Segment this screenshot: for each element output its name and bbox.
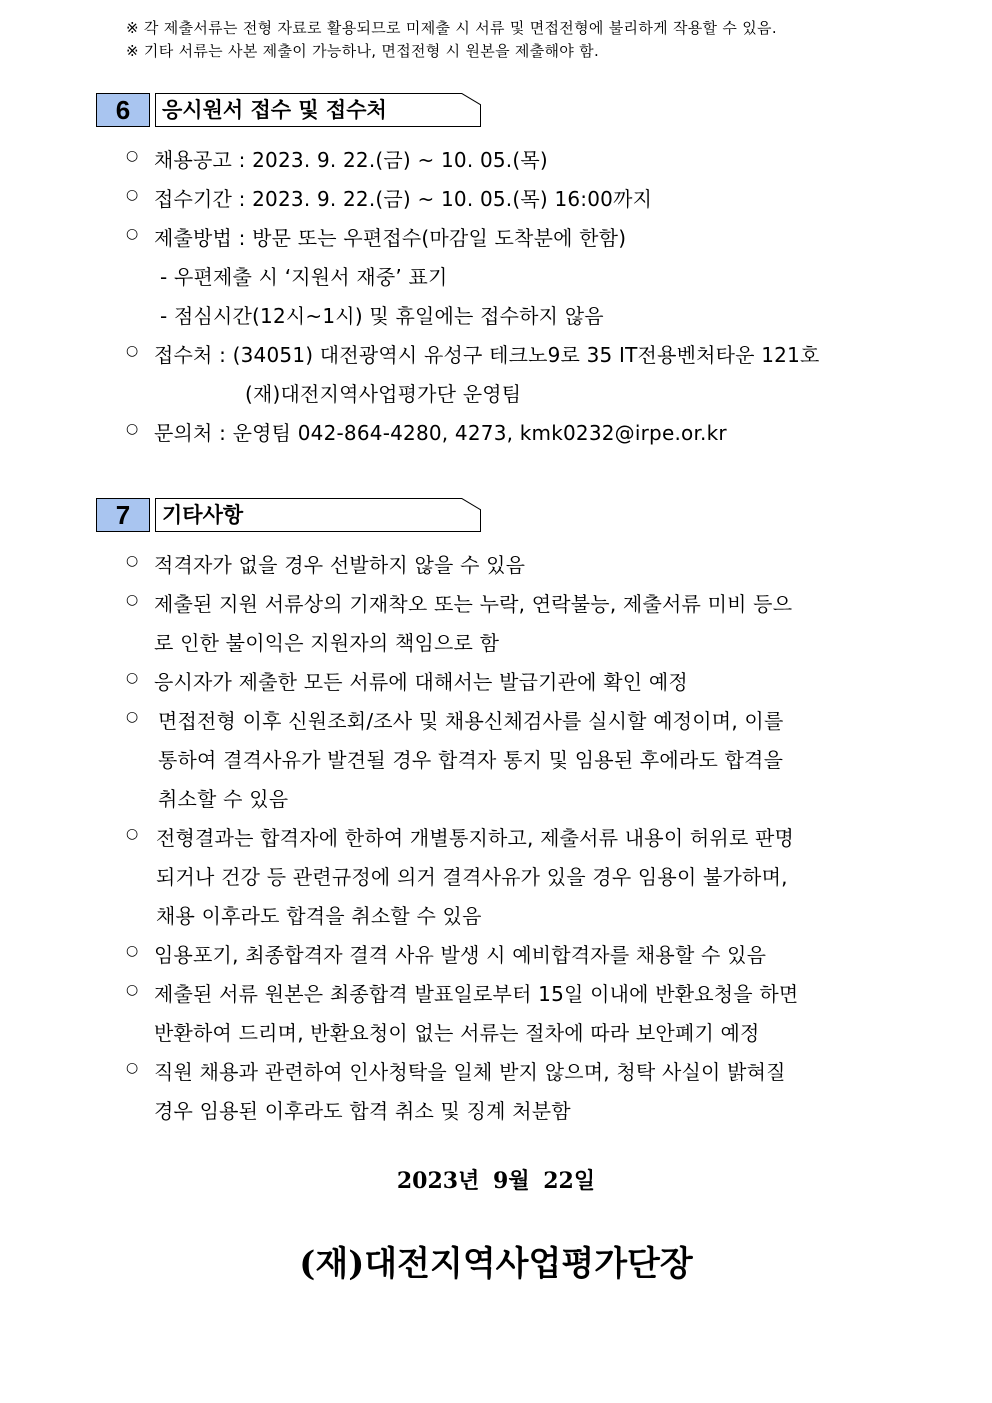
list-item: 면접전형 이후 신원조회/조사 및 채용신체검사를 실시할 예정이며, 이를: [158, 709, 784, 733]
note-line-2: ※ 기타 서류는 사본 제출이 가능하나, 면접전형 시 원본을 제출해야 함.: [126, 42, 600, 60]
bullet: ○: [126, 982, 139, 998]
bullet: ○: [126, 1060, 139, 1076]
bullet: ○: [126, 592, 139, 608]
list-item-continuation: 로 인한 불이익은 지원자의 책임으로 함: [154, 631, 500, 655]
list-item: 적격자가 없을 경우 선발하지 않을 수 있음: [154, 553, 526, 577]
bullet: ○: [126, 226, 139, 242]
list-item: 임용포기, 최종합격자 결격 사유 발생 시 예비합격자를 채용할 수 있음: [154, 943, 767, 967]
list-item: 접수처 : (34051) 대전광역시 유성구 테크노9로 35 IT전용벤처타운 121호: [154, 343, 820, 367]
folded-corner-icon: [461, 498, 481, 510]
list-item: 제출된 서류 원본은 최종합격 발표일로부터 15일 이내에 반환요청을 하면: [154, 982, 799, 1006]
list-item: 접수기간 : 2023. 9. 22.(금) ~ 10. 05.(목) 16:00까지: [154, 187, 653, 211]
note-line-1: ※ 각 제출서류는 전형 자료로 활용되므로 미제출 시 서류 및 면접전형에 불리하게 작용할 수 있음.: [126, 19, 777, 37]
list-item-continuation: 취소할 수 있음: [158, 787, 289, 811]
bullet: ○: [126, 826, 139, 842]
document-date: 2023년 9월 22일: [396, 1168, 596, 1194]
list-item-continuation: 채용 이후라도 합격을 취소할 수 있음: [156, 904, 482, 928]
list-item: 제출방법 : 방문 또는 우편접수(마감일 도착분에 한함): [154, 226, 627, 250]
bullet: ○: [126, 709, 139, 725]
section-title: [155, 498, 481, 532]
list-item: 직원 채용과 관련하여 인사청탁을 일체 받지 않으며, 청탁 사실이 밝혀질: [154, 1060, 786, 1084]
list-item-continuation: 반환하여 드리며, 반환요청이 없는 서류는 절차에 따라 보안폐기 예정: [154, 1021, 760, 1045]
list-item-continuation: 경우 임용된 이후라도 합격 취소 및 징계 처분함: [154, 1099, 571, 1123]
bullet: ○: [126, 421, 139, 437]
bullet: ○: [126, 553, 139, 569]
bullet: ○: [126, 670, 139, 686]
list-item: 채용공고 : 2023. 9. 22.(금) ~ 10. 05.(목): [154, 148, 548, 172]
signer-name: (재)대전지역사업평가단장: [299, 1244, 693, 1284]
bullet: ○: [126, 343, 139, 359]
section-title: [155, 93, 481, 127]
list-item: 제출된 지원 서류상의 기재착오 또는 누락, 연락불능, 제출서류 미비 등으: [154, 592, 793, 616]
section-number: 7: [96, 498, 150, 532]
section-number: 6: [96, 93, 150, 127]
bullet: ○: [126, 943, 139, 959]
bullet: ○: [126, 148, 139, 164]
section-title-text: 응시원서 접수 및 접수처: [162, 98, 387, 122]
folded-corner-icon: [461, 93, 481, 105]
list-item: 응시자가 제출한 모든 서류에 대해서는 발급기관에 확인 예정: [154, 670, 688, 694]
sub-item: - 우편제출 시 ‘지원서 재중’ 표기: [160, 265, 448, 289]
bullet: ○: [126, 187, 139, 203]
list-item: 전형결과는 합격자에 한하여 개별통지하고, 제출서류 내용이 허위로 판명: [156, 826, 795, 850]
list-item-continuation: 통하여 결격사유가 발견될 경우 합격자 통지 및 임용된 후에라도 합격을: [158, 748, 784, 772]
list-item: 문의처 : 운영팀 042-864-4280, 4273, kmk0232@irpe.or.kr: [154, 421, 727, 445]
list-item-continuation: 되거나 건강 등 관련규정에 의거 결격사유가 있을 경우 임용이 불가하며,: [156, 865, 788, 889]
section-title-text: 기타사항: [162, 503, 244, 527]
list-item-continuation: (재)대전지역사업평가단 운영팀: [245, 382, 522, 406]
sub-item: - 점심시간(12시~1시) 및 휴일에는 접수하지 않음: [160, 304, 604, 328]
